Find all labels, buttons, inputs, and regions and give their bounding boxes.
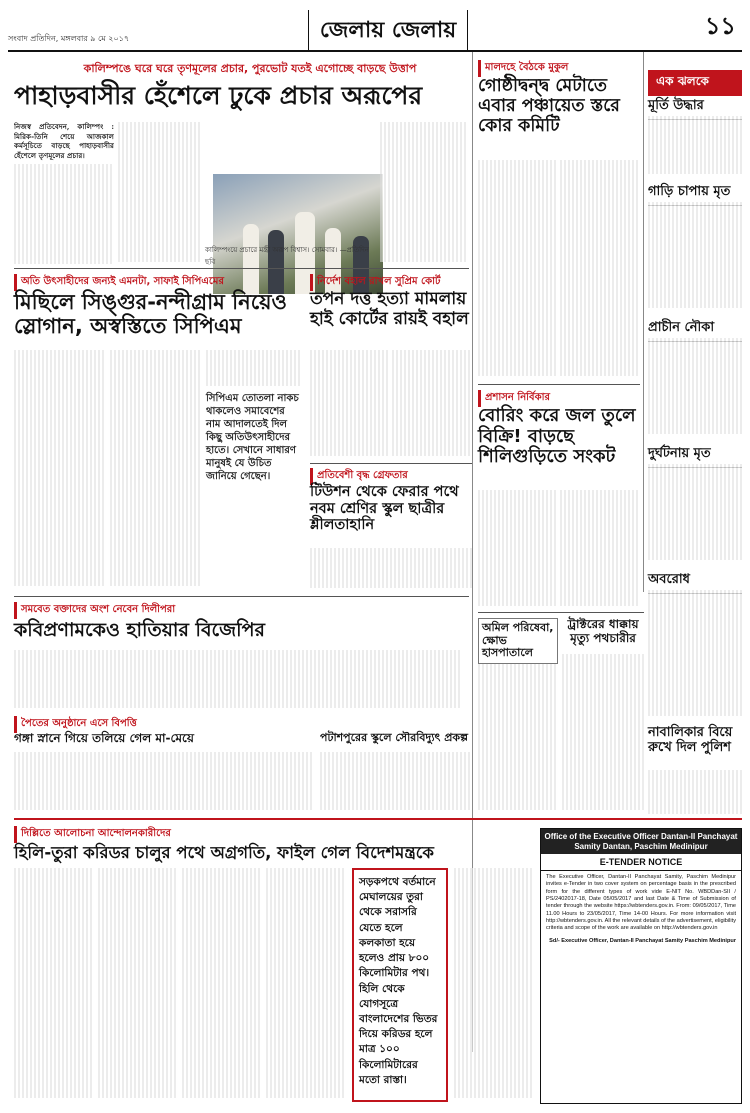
- hili-kicker: দিল্লিতে আলোচনা আন্দোলনকারীদের: [14, 826, 314, 843]
- hospital-body: [478, 664, 558, 814]
- hili-callout: [352, 868, 448, 1102]
- singur-kicker: অতি উৎসাহীদের জন্যই এমনটা, সাফাই সিপিএমের: [14, 274, 304, 291]
- hospital-body-filler: [478, 664, 558, 810]
- boring-body-filler: [478, 490, 556, 606]
- hili-body-col2: [98, 868, 178, 1102]
- brief-body: [648, 116, 742, 178]
- lead-body-filler: [380, 122, 468, 262]
- divider: [478, 384, 640, 385]
- divider: [14, 818, 742, 820]
- brief-body: [648, 202, 742, 312]
- brief-title: মূর্তি উদ্ধার: [648, 96, 742, 120]
- briefs-sidebar: [648, 70, 742, 96]
- tuition-body-filler: [310, 548, 472, 588]
- hili-body-filler: [266, 868, 346, 1098]
- singur-body-filler: [14, 350, 104, 586]
- solar-body-filler: [320, 752, 470, 810]
- gosthi-body-filler: [560, 160, 640, 376]
- tapan-kicker: নির্দেশ বহাল রাখল সুপ্রিম কোর্ট: [310, 274, 470, 291]
- brief-body-filler: [648, 464, 742, 560]
- briefs-header: এক ঝলকে: [648, 70, 742, 96]
- tuition-body: [310, 548, 472, 592]
- gosthi-body-filler: [478, 160, 556, 376]
- tuition-kicker: প্রতিবেশী বৃদ্ধ গ্রেফতার: [310, 468, 470, 485]
- singur-pull-quote: সিপিএম তোতলা নাকচ থাকলেও সমাবেশের নাম আদালতেই দিল কিছু অতিউৎসাহীদের হাতে। সেখানে সাধারণ মানুষই যে উচিত জানিয়ে গেছেন।: [206, 393, 299, 482]
- ganga-headline: গঙ্গা স্নানে গিয়ে তলিয়ে গেল মা-মেয়ে: [14, 731, 194, 745]
- divider: [14, 596, 469, 597]
- bjp-kicker: সমবেত বক্তাদের অংশ নেবেন দিলীপরা: [14, 602, 214, 619]
- boring-body-col2: [560, 490, 640, 610]
- divider: [14, 268, 469, 269]
- masthead-date: সংবাদ প্রতিদিন, মঙ্গলবার ৯ মে ২০১৭: [8, 34, 130, 43]
- lead-body-col4: [380, 122, 468, 264]
- brief-body-filler: [648, 590, 742, 716]
- boring-body-col1: [478, 490, 556, 610]
- tapan-body-filler: [392, 350, 470, 456]
- lead-headline: পাহাড়বাসীর হেঁশেলে ঢুকে প্রচার অরূপের: [14, 81, 423, 110]
- tractor-body: [562, 654, 644, 814]
- boring-kicker: প্রশাসন নির্বিকার: [478, 390, 638, 407]
- brief-title: দুর্ঘটনায় মৃত: [648, 444, 742, 468]
- hili-body-filler: [182, 868, 262, 1098]
- bjp-body-filler: [14, 650, 462, 708]
- brief-body: [648, 464, 742, 564]
- singur-headline: মিছিলে সিঙ্গুর-নন্দীগ্রাম নিয়েও স্লোগান, অস্বস্তিতে সিপিএম: [14, 290, 287, 339]
- nabalika-body-filler: [648, 770, 742, 814]
- hili-body-filler: [454, 868, 534, 1098]
- tractor-body-filler: [562, 654, 644, 810]
- gosthi-body-col2: [560, 160, 640, 380]
- brief-body-filler: [648, 116, 742, 174]
- hili-body-col1: [14, 868, 94, 1102]
- divider: [310, 463, 472, 464]
- tractor-headline: ট্রাক্টরের ধাক্কায় মৃত্যু পথচারীর: [567, 617, 639, 645]
- divider: [478, 612, 644, 613]
- solar-body: [320, 752, 470, 814]
- nabalika-body: [648, 770, 742, 818]
- boring-body-filler: [560, 490, 640, 606]
- hospital-box: [478, 618, 558, 664]
- singur-body-col3: [206, 350, 302, 390]
- gosthi-body-col1: [478, 160, 556, 380]
- hili-headline: হিলি-তুরা করিডর চালুর পথে অগ্রগতি, ফাইল গেল বিদেশমন্ত্রকে: [14, 843, 434, 862]
- ganga-body: [14, 752, 314, 814]
- brief-title: অবরোধ: [648, 570, 742, 594]
- lead-body-filler: [118, 122, 200, 262]
- section-title: জেলায় জেলায়: [308, 10, 468, 50]
- brief-body: [648, 338, 742, 438]
- bjp-body: [14, 650, 462, 712]
- hili-callout-text: সড়কপথে বর্তমানে মেঘালয়ের তুরা থেকে সরাসরি যেতে হলে কলকাতা হয়ে হলেও প্রায় ৮০০ কিলোমিটার পথ। হিলি থেকে যোগসূত্রে বাংলাদেশের ভিতর দিয়ে করিডর হলে মাত্র ১০০ কিলোমিটারের মতো রাস্তা।: [359, 876, 438, 1086]
- gosthi-headline: গোষ্ঠীদ্বন্দ্ব মেটাতে এবার পঞ্চায়েত স্তরে কোর কমিটি: [478, 76, 620, 137]
- tuition-headline: টিউশন থেকে ফেরার পথে নবম শ্রেণির স্কুল ছাত্রীর শ্লীলতাহানি: [310, 484, 459, 534]
- gosthi-kicker: মালদহে বৈঠকে মুকুল: [478, 60, 638, 77]
- tender-notice: [540, 828, 742, 1104]
- ganga-body-filler: [14, 752, 314, 810]
- tapan-body-filler: [310, 350, 388, 456]
- hili-body-col4: [266, 868, 346, 1102]
- tapan-body-col2: [392, 350, 470, 460]
- lead-kicker: কালিম্পঙে ঘরে ঘরে তৃণমূলের প্রচার, পুরভোট যতই এগোচ্ছে বাড়ছে উত্তাপ: [83, 62, 417, 75]
- brief-title: প্রাচীন নৌকা: [648, 318, 742, 342]
- brief-body: [648, 590, 742, 720]
- tender-body: The Executive Officer, Dantan-II Panchayat Samity, Paschim Medinipur invites e-Tender in two cover system on percentage basis in the prescribed form for the different types of work vide E-NIT No. WBDDan-SII / PS/2402017-18, Date 05/05/2017 and last Date & Time of Submission of tender through the website https://wbtenders.gov.in. From: 09/05/2017, Time 11.00 Hours to 23/05/2017, Time 14-00 Hours. For more information visit http://wbtenders.gov.in. All the relevant details of the advertisement, eligibility criteria and scope of the work are available on http://wbtenders.gov.in: [546, 874, 736, 932]
- masthead: [8, 8, 742, 52]
- tender-signoff: Sd/- Executive Officer, Dantan-II Panchayat Samity Paschim Medinipur: [549, 938, 736, 945]
- lead-body-filler: [14, 164, 114, 264]
- hili-body-filler: [98, 868, 178, 1098]
- bjp-headline: কবিপ্রণামকেও হাতিয়ার বিজেপির: [14, 619, 265, 641]
- lead-photo-caption: কালিম্পংয়ে প্রচারে মন্ত্রী অরূপ বিশ্বাস। সোমবার। —প্রতিদিন ছবি: [205, 246, 369, 266]
- boring-headline: বোরিং করে জল তুলে বিক্রি! বাড়ছে শিলিগুড়িতে সংকট: [478, 405, 636, 468]
- hili-body-col5: [454, 868, 534, 1102]
- hili-body-col3: [182, 868, 262, 1102]
- tapan-headline: তপন দত্ত হত্যা মামলায় হাই কোর্টের রায়ই বহাল: [310, 289, 469, 329]
- nabalika-headline: নাবালিকার বিয়ে রুখে দিল পুলিশ: [648, 725, 733, 755]
- hospital-title: অমিল পরিষেবা, ক্ষোভ হাসপাতালে: [482, 621, 554, 660]
- lead-dateline: নিজস্ব প্রতিবেদন, কালিম্পং : মিরিক-তিনি শেয়ে আজকাল কর্মসূচিতে বাড়ছে পাহাড়বাসীর হেঁশেলে তৃণমূলের প্রচার।: [14, 122, 114, 161]
- brief-body-filler: [648, 202, 742, 308]
- solar-headline: পটাশপুরের স্কুলে সৌরবিদ্যুৎ প্রকল্প: [320, 731, 468, 744]
- page-number: ১১: [704, 12, 736, 40]
- brief-body-filler: [648, 338, 742, 434]
- column-divider: [643, 52, 644, 592]
- hili-body-filler: [14, 868, 94, 1098]
- singur-body-col1: [14, 350, 104, 590]
- brief-title: গাড়ি চাপায় মৃত: [648, 182, 742, 206]
- singur-body-col2: [110, 350, 200, 590]
- tapan-body-col1: [310, 350, 388, 460]
- singur-body-filler: [206, 350, 302, 386]
- singur-body-filler: [110, 350, 200, 586]
- ganga-kicker: পৈতের অনুষ্ঠানে এসে বিপত্তি: [14, 716, 234, 733]
- tender-title: E-TENDER NOTICE: [541, 854, 741, 871]
- lead-body-col1: [14, 122, 114, 264]
- tender-org: Office of the Executive Officer Dantan-II Panchayat Samity Dantan, Paschim Medinipur: [541, 829, 741, 854]
- lead-body-col2: [118, 122, 200, 264]
